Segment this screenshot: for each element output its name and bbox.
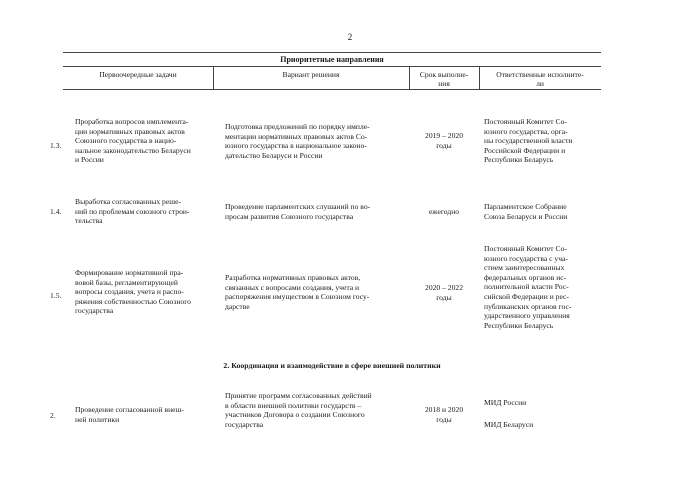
row-deadline: 2020 – 2022 годы [425, 283, 463, 302]
row-responsible: Постоянный Комитет Со- юзного государства, орга- ны государственной власти Российской Федерации и Республики Беларусь [484, 117, 573, 165]
row-responsible: Постоянный Комитет Со- юзного государства с уча- стием заинтересованных федеральных органов ис- полнительной власти Рос- сийской Федерации и рес- публиканских органов гос- ударственного управления Республики Беларусь [484, 244, 572, 330]
row-number: 1.3. [50, 141, 62, 150]
header-divider-2 [409, 66, 410, 89]
row-task: Проведение согласованной внеш- ней политики [75, 405, 184, 424]
row-responsible: МИД Беларуси [484, 420, 534, 429]
table-title: Приоритетные направления [280, 55, 384, 64]
row-solution: Разработка нормативных правовых актов, связанных с вопросами создания, учета и распоряжения имуществом в Союзном госу- дарстве [225, 273, 370, 311]
column-header-tasks: Первоочередные задачи [99, 70, 177, 79]
header-divider-1 [213, 66, 214, 89]
page-number: 2 [347, 32, 353, 42]
row-deadline: 2018 и 2020 годы [424, 405, 464, 424]
column-header-deadline: Срок выполне- ния [419, 70, 469, 88]
row-task: Проработка вопросов имплемента- ции нормативных правовых актов Союзного государства в нацио- нальное законодательство Беларуси и России [75, 117, 191, 165]
row-solution: Проведение парламентских слушаний по во- просам развития Союзного государства [225, 202, 371, 221]
row-solution: Принятие программ согласованных действий в области внешней политики государств – участников Договора о создании Союзного государства [225, 391, 372, 429]
section-2-title: 2. Координация и взаимодействие в сфере внешней политики [223, 361, 441, 370]
row-responsible: МИД России [484, 398, 527, 407]
row-task: Формирование нормативной пра- вовой базы, регламентирующей вопросы создания, учета и распо- ряжения собственностью Союзного государства [75, 268, 191, 316]
title-rule [63, 66, 601, 67]
table-top-rule [63, 52, 601, 53]
header-bottom-rule [63, 89, 601, 90]
row-solution: Подготовка предложений по порядку импле- ментации нормативных правовых актов Со- юзного государства в национальное законо- дательство Беларуси и России [225, 122, 370, 160]
column-header-responsible: Ответственные исполните- ли [496, 70, 584, 88]
column-header-solution: Вариант решения [282, 70, 340, 79]
row-number: 2. [50, 411, 56, 420]
row-number: 1.5. [50, 291, 62, 300]
row-task: Выработка согласованных реше- ний по проблемам союзного строи- тельства [75, 197, 190, 226]
row-deadline: 2019 – 2020 годы [425, 131, 463, 150]
header-divider-3 [479, 66, 480, 89]
row-deadline: ежегодно [428, 207, 460, 216]
row-responsible: Парламентское Собрание Союза Беларуси и России [484, 202, 568, 221]
row-number: 1.4. [50, 207, 62, 216]
